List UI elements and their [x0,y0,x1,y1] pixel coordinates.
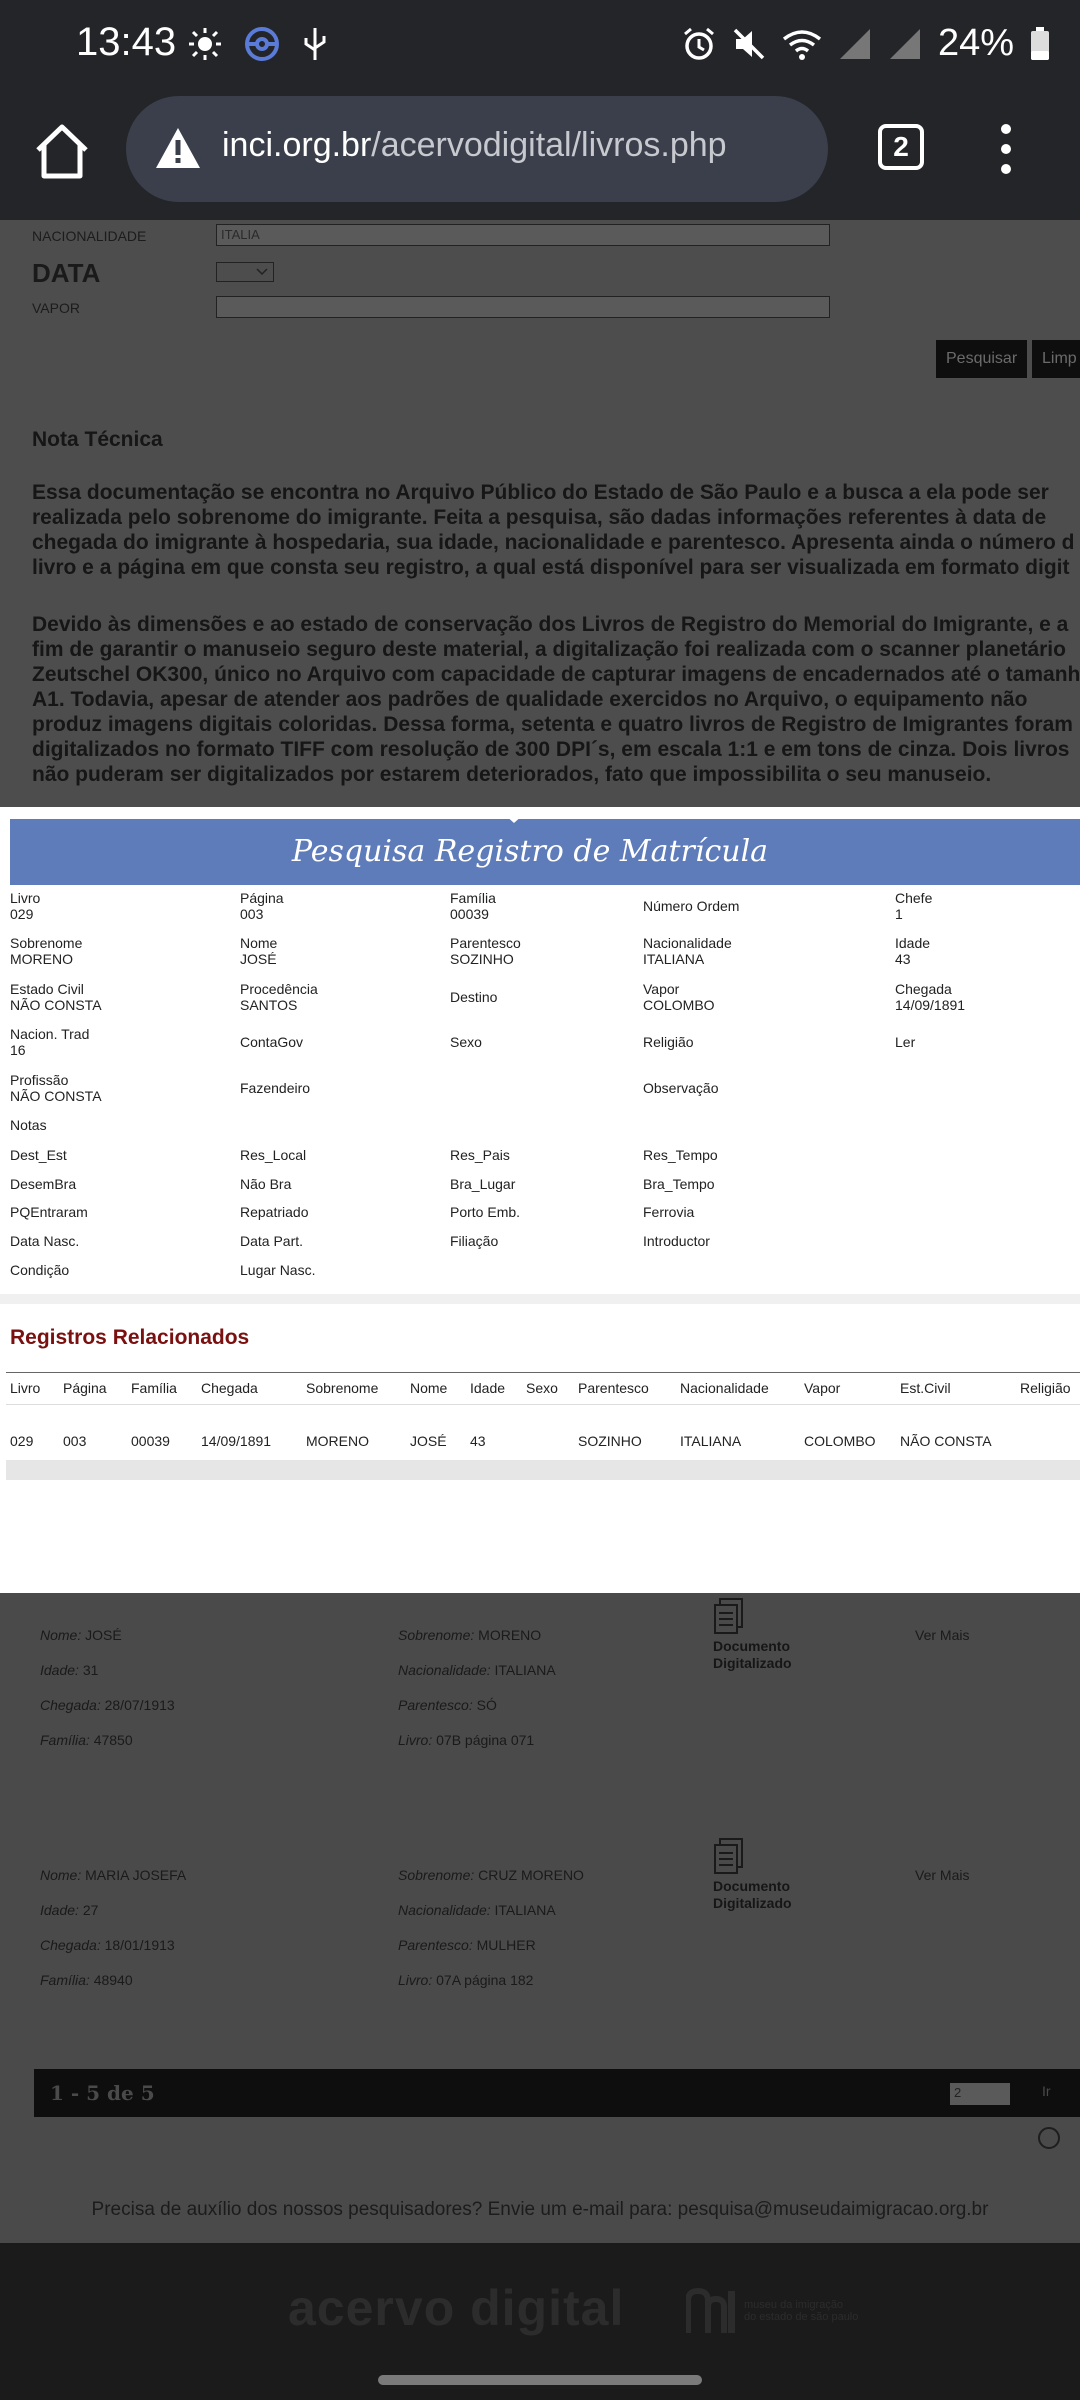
field-fazendeiro: Fazendeiro [240,1080,311,1096]
mute-icon [732,27,766,61]
field-numero-ordem: Número Ordem [643,898,740,914]
col-nome: Nome [410,1380,448,1396]
result-familia: Família: 48940 [40,1972,133,1988]
field-porto-emb: Porto Emb. [450,1204,521,1220]
result-nome: Nome: JOSÉ [40,1627,122,1643]
field-familia: Família 00039 [450,890,496,922]
nota-paragraph-2: Devido às dimensões e ao estado de conservação dos Livros de Registro do Memorial do Imigrante, e a fim de garantir o manuseio seguro deste material, a digitalização foi realizada com o scanner planetário Zeutschel OK300, único no Arquivo com capacidade de capturar imagens de encadernados até o tamanh A1. Todavia, apesar de atender aos padrões de qualidade exercidos no Arquivo, o equipamento não produz imagens digitais coloridas. Dessa forma, setenta e quatro livros de Registro de Imigrantes foram digitalizados no formato TIFF com resolução de 300 DPI´s, em escala 1:1 e em tons de cinza. Dois livros não puderam ser digitalizados por estarem deteriorados, fato que impossibilita o seu manuseio. [32,613,1080,786]
result-idade: Idade: 31 [40,1662,99,1678]
field-res-tempo: Res_Tempo [643,1147,718,1163]
pesquisar-button[interactable]: Pesquisar [936,340,1027,378]
field-nacionalidade: Nacionalidade ITALIANA [643,935,732,967]
status-bar [0,0,1080,90]
field-nao-bra: Não Bra [240,1176,292,1192]
field-notas: Notas [10,1117,47,1133]
col-parentesco: Parentesco [578,1380,649,1396]
field-profissao: Profissão NÃO CONSTA [10,1072,102,1104]
field-nome: Nome JOSÉ [240,935,278,967]
document-digitalizado-link[interactable]: Documento Digitalizado [713,1878,792,1911]
alarm-icon [682,27,716,61]
field-idade: Idade 43 [895,935,931,967]
field-contagov: ContaGov [240,1034,304,1050]
field-condicao: Condição [10,1262,70,1278]
museu-logo-icon [686,2287,738,2335]
page-background-top [0,220,1080,807]
result-parentesco: Parentesco: MULHER [398,1937,536,1953]
document-digitalizado-link[interactable]: Documento Digitalizado [713,1638,792,1671]
col-idade: Idade [470,1380,506,1396]
field-data-part: Data Part. [240,1233,304,1249]
registro-modal [0,807,1080,1593]
field-chefe: Chefe 1 [895,890,933,922]
cell-pagina: 003 [63,1433,87,1449]
field-desembra: DesemBra [10,1176,77,1192]
signal-icon [838,27,872,61]
result-nome: Nome: MARIA JOSEFA [40,1867,187,1883]
field-res-local: Res_Local [240,1147,307,1163]
limpar-button[interactable]: Limp [1032,340,1080,378]
browser-toolbar [0,90,1080,220]
cell-nacionalidade: ITALIANA [680,1433,742,1449]
result-sobrenome: Sobrenome: CRUZ MORENO [398,1867,584,1883]
field-bra-lugar: Bra_Lugar [450,1176,516,1192]
field-res-pais: Res_Pais [450,1147,510,1163]
result-familia: Família: 47850 [40,1732,133,1748]
data-select[interactable] [216,262,274,282]
field-religiao: Religião [643,1034,694,1050]
field-estado-civil: Estado Civil NÃO CONSTA [10,981,102,1013]
cell-sobrenome: MORENO [306,1433,369,1449]
field-parentesco: Parentesco SOZINHO [450,935,521,967]
data-label: DATA [32,258,101,288]
vapor-label: VAPOR [32,300,80,316]
modal-notch [496,807,532,823]
cell-est-civil: NÃO CONSTA [900,1433,992,1449]
field-filiacao: Filiação [450,1233,499,1249]
result-parentesco: Parentesco: SÓ [398,1697,497,1713]
page-number-input[interactable]: 2 [950,2083,1010,2105]
usb-icon [302,26,328,62]
cell-idade: 43 [470,1433,486,1449]
field-observacao: Observação [643,1080,719,1096]
result-chegada: Chegada: 18/01/1913 [40,1937,175,1953]
help-text: Precisa de auxílio dos nossos pesquisadores? Envie um e-mail para: pesquisa@museudaimigracao.org.br [91,2199,989,2220]
ver-mais-link[interactable]: Ver Mais [915,1627,970,1643]
cell-livro: 029 [10,1433,34,1449]
go-button[interactable]: Ir [1042,2083,1051,2099]
field-chegada: Chegada 14/09/1891 [895,981,966,1013]
col-sobrenome: Sobrenome [306,1380,379,1396]
result-chegada: Chegada: 28/07/1913 [40,1697,175,1713]
nacionalidade-label: NACIONALIDADE [32,228,147,244]
app-notification-icon [244,26,280,62]
col-pagina: Página [63,1380,107,1396]
result-livro: Livro: 07B página 071 [398,1732,535,1748]
field-sexo: Sexo [450,1034,482,1050]
nota-tecnica-title: Nota Técnica [32,428,163,451]
col-vapor: Vapor [804,1380,841,1396]
cell-parentesco: SOZINHO [578,1433,642,1449]
col-sexo: Sexo [526,1380,558,1396]
tab-switcher-button[interactable]: 2 [878,124,924,170]
field-repatriado: Repatriado [240,1204,309,1220]
wifi-icon [782,27,822,61]
col-religiao: Religião [1020,1380,1071,1396]
related-title: Registros Relacionados [10,1326,250,1349]
field-procedencia: Procedência SANTOS [240,981,318,1013]
status-time: 13:43 [76,20,177,64]
field-sobrenome: Sobrenome MORENO [10,935,83,967]
modal-title: Pesquisa Registro de Matrícula [291,834,769,869]
home-icon[interactable] [34,122,90,182]
related-footer [6,1460,1080,1480]
nacionalidade-field[interactable]: ITALIA [216,224,830,246]
vapor-field[interactable] [216,296,830,318]
warning-icon[interactable] [154,126,202,170]
gesture-home-indicator[interactable] [378,2375,702,2385]
document-icon[interactable] [712,1837,746,1877]
field-ferrovia: Ferrovia [643,1204,695,1220]
field-destino: Destino [450,989,498,1005]
cell-vapor: COLOMBO [804,1433,876,1449]
related-records [6,1304,1080,1464]
url-bar[interactable] [126,96,828,202]
pagination-range: 1 - 5 de 5 [50,2081,155,2105]
field-pagina: Página 003 [240,890,284,922]
modal-header [10,819,1080,885]
results-list [0,1593,1080,2243]
ver-mais-link[interactable]: Ver Mais [915,1867,970,1883]
col-est-civil: Est.Civil [900,1380,951,1396]
col-familia: Família [131,1380,177,1396]
overflow-menu-icon[interactable] [996,124,1016,174]
back-to-top-icon[interactable] [1038,2127,1060,2149]
col-nacionalidade: Nacionalidade [680,1380,769,1396]
col-livro: Livro [10,1380,41,1396]
document-icon[interactable] [712,1597,746,1637]
cell-chegada: 14/09/1891 [201,1433,272,1449]
field-lugar-nasc: Lugar Nasc. [240,1262,316,1278]
field-vapor: Vapor COLOMBO [643,981,715,1013]
col-chegada: Chegada [201,1380,258,1396]
museu-logo-text: museu da imigração do estado de são paulo [744,2299,859,2323]
field-introductor: Introductor [643,1233,710,1249]
field-nacion-trad: Nacion. Trad 16 [10,1026,90,1058]
nota-paragraph-1: Essa documentação se encontra no Arquivo Público do Estado de São Paulo e a busca a ela pode ser realizada pelo sobrenome do imigrante. Feita a pesquisa, são dadas informações referentes à data de chegada do imigrante à hospedaria, sua idade, nacionalidade e parentesco. Apresenta ainda o número d livro e a página em que consta seu registro, a qual está disponível para ser visualizada em formato digit [32,481,1075,579]
field-dest-est: Dest_Est [10,1147,67,1163]
url-host: inci.org.br [222,126,372,164]
field-pqentraram: PQEntraram [10,1204,88,1220]
result-livro: Livro: 07A página 182 [398,1972,534,1988]
cell-familia: 00039 [131,1433,170,1449]
battery-percent: 24% [937,22,1014,64]
brightness-icon [188,27,222,61]
url-text[interactable] [222,126,727,165]
field-data-nasc: Data Nasc. [10,1233,80,1249]
result-nacionalidade: Nacionalidade: ITALIANA [398,1902,556,1918]
battery-icon [1030,27,1050,61]
cell-nome: JOSÉ [410,1433,447,1449]
result-idade: Idade: 27 [40,1902,99,1918]
result-sobrenome: Sobrenome: MORENO [398,1627,542,1643]
result-nacionalidade: Nacionalidade: ITALIANA [398,1662,556,1678]
url-path: /acervodigital/livros.php [371,126,727,164]
signal-icon-2 [888,27,922,61]
field-livro: Livro 029 [10,890,41,922]
footer [0,2243,1080,2400]
field-bra-tempo: Bra_Tempo [643,1176,715,1192]
acervo-digital-logo: acervo digital [288,2280,625,2336]
pagination-bar [34,2069,1080,2117]
field-ler: Ler [895,1034,916,1050]
